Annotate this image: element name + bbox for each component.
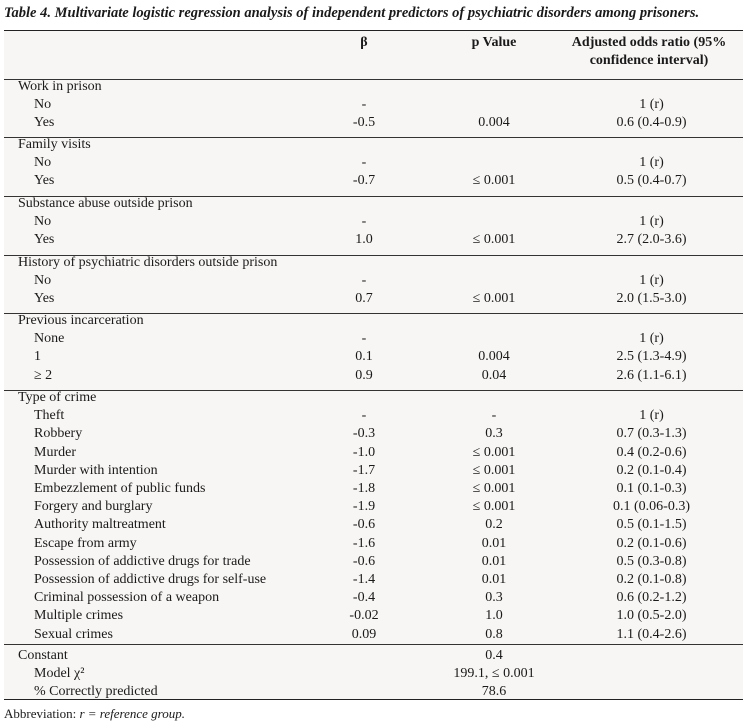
footnote-text: r = reference group.	[79, 706, 185, 721]
row-label: Authority maltreatment	[34, 517, 166, 533]
pct-value: 78.6	[481, 684, 507, 700]
row-label: Multiple crimes	[34, 608, 124, 624]
chi-label: Model χ²	[34, 666, 85, 682]
beta-cell: -0.3	[352, 426, 376, 442]
beta-cell: -1.0	[352, 444, 376, 460]
group-label: Substance abuse outside prison	[18, 196, 193, 211]
beta-cell: -	[361, 331, 367, 347]
p-value-cell: ≤ 0.001	[472, 499, 516, 515]
beta-cell: -	[361, 97, 367, 113]
beta-cell: 0.9	[355, 367, 373, 383]
odds-ratio-cell: 0.1 (0.06-0.3)	[613, 499, 690, 515]
row-label: Possession of addictive drugs for self-use	[34, 572, 267, 587]
row-label: Possession of addictive drugs for trade	[34, 553, 251, 569]
p-value-cell: 0.2	[485, 517, 503, 533]
row-label: Yes	[34, 173, 55, 189]
row-label: No	[34, 97, 52, 113]
row-label: No	[34, 273, 52, 289]
p-value-cell: 1.0	[485, 608, 503, 624]
beta-cell: 0.09	[351, 626, 377, 642]
p-value-cell: ≤ 0.001	[472, 481, 516, 496]
p-value-cell: 0.01	[481, 572, 507, 587]
beta-cell: -0.7	[352, 173, 376, 189]
p-value-cell: 0.01	[481, 535, 507, 551]
table-header	[4, 31, 743, 75]
beta-cell: -0.6	[352, 553, 376, 569]
beta-cell: -0.5	[352, 115, 376, 131]
row-label: Escape from army	[34, 535, 137, 551]
header-odds-ratio-line1: Adjusted odds ratio (95%	[571, 35, 727, 50]
pct-label: % Correctly predicted	[34, 684, 158, 700]
p-value-cell: ≤ 0.001	[472, 232, 516, 248]
p-value-cell: ≤ 0.001	[472, 462, 516, 478]
beta-cell: -0.6	[352, 517, 376, 533]
row-label: None	[34, 331, 65, 347]
row-label: ≥ 2	[34, 367, 53, 383]
footnote	[4, 706, 185, 722]
beta-cell: -	[361, 155, 367, 171]
group-label: Family visits	[18, 137, 91, 152]
row-label: Robbery	[34, 426, 83, 442]
p-value-cell: 0.3	[485, 426, 503, 442]
row-label: Yes	[34, 115, 55, 131]
odds-ratio-cell: 0.2 (0.1-0.8)	[616, 572, 687, 587]
odds-ratio-cell: 1 (r)	[639, 97, 664, 113]
odds-ratio-cell: 2.6 (1.1-6.1)	[616, 367, 687, 383]
header-beta: β	[360, 35, 368, 50]
header-odds-ratio-line2: confidence interval)	[589, 53, 709, 68]
p-value-cell: ≤ 0.001	[472, 173, 516, 189]
beta-cell: -	[361, 214, 367, 230]
p-value-cell: ≤ 0.001	[472, 291, 516, 307]
beta-cell: 1.0	[355, 232, 373, 248]
odds-ratio-cell: 1 (r)	[639, 155, 664, 171]
regression-table	[4, 30, 743, 700]
odds-ratio-cell: 2.7 (2.0-3.6)	[616, 232, 687, 248]
odds-ratio-cell: 0.7 (0.3-1.3)	[616, 426, 687, 442]
p-value-cell: 0.004	[478, 115, 510, 131]
row-label: Embezzlement of public funds	[34, 481, 206, 496]
group-label: History of psychiatric disorders outside prison	[18, 255, 278, 270]
p-value-cell: 0.004	[478, 349, 510, 365]
beta-cell: -	[361, 273, 367, 289]
chi-value: 199.1, ≤ 0.001	[453, 666, 535, 682]
group-label: Previous incarceration	[18, 313, 144, 328]
row-divider	[4, 79, 743, 80]
odds-ratio-cell: 1 (r)	[639, 408, 664, 424]
constant-value: 0.4	[485, 648, 503, 663]
odds-ratio-cell: 0.6 (0.2-1.2)	[616, 590, 687, 606]
row-label: No	[34, 155, 52, 171]
table-title: Table 4. Multivariate logistic regression analysis of independent predictors of psychiatric disorders among prisoners.	[4, 5, 700, 21]
odds-ratio-cell: 1.1 (0.4-2.6)	[616, 626, 687, 642]
beta-cell: -1.6	[352, 535, 376, 551]
beta-cell: -1.9	[352, 499, 376, 515]
p-value-cell: 0.01	[481, 553, 507, 569]
odds-ratio-cell: 0.5 (0.3-0.8)	[616, 553, 687, 569]
odds-ratio-cell: 1 (r)	[639, 331, 664, 347]
odds-ratio-cell: 1 (r)	[639, 214, 664, 230]
row-label: No	[34, 214, 52, 230]
odds-ratio-cell: 0.2 (0.1-0.6)	[616, 535, 687, 551]
p-value-cell: -	[491, 408, 497, 424]
footnote-prefix: Abbreviation:	[4, 706, 80, 721]
beta-cell: -1.4	[352, 572, 376, 587]
odds-ratio-cell: 0.5 (0.1-1.5)	[616, 517, 687, 533]
group-label: Type of crime	[18, 390, 97, 405]
header-p-value: p Value	[471, 35, 517, 50]
beta-cell: -	[361, 408, 367, 424]
row-label: Yes	[34, 232, 55, 248]
p-value-cell: 0.3	[485, 590, 503, 606]
beta-cell: 0.7	[355, 291, 373, 307]
odds-ratio-cell: 2.5 (1.3-4.9)	[616, 349, 687, 365]
row-label: Yes	[34, 291, 55, 307]
p-value-cell: ≤ 0.001	[472, 444, 516, 460]
beta-cell: 0.1	[355, 349, 373, 365]
row-divider	[4, 390, 743, 391]
odds-ratio-cell: 1 (r)	[639, 273, 664, 289]
beta-cell: -0.4	[352, 590, 376, 606]
row-label: Sexual crimes	[34, 626, 113, 642]
row-divider	[4, 644, 743, 645]
odds-ratio-cell: 0.6 (0.4-0.9)	[616, 115, 687, 131]
row-label: Murder with intention	[34, 462, 158, 478]
group-label: Work in prison	[18, 79, 102, 94]
row-label: Criminal possession of a weapon	[34, 590, 220, 606]
beta-cell: -1.7	[352, 462, 376, 478]
odds-ratio-cell: 0.2 (0.1-0.4)	[616, 462, 687, 478]
odds-ratio-cell: 0.4 (0.2-0.6)	[616, 444, 687, 460]
row-divider	[4, 137, 743, 138]
row-label: 1	[34, 349, 41, 365]
beta-cell: -0.02	[349, 608, 379, 624]
odds-ratio-cell: 0.5 (0.4-0.7)	[616, 173, 687, 189]
row-label: Forgery and burglary	[34, 499, 153, 515]
odds-ratio-cell: 2.0 (1.5-3.0)	[616, 291, 687, 307]
row-label: Murder	[34, 444, 76, 460]
odds-ratio-cell: 0.1 (0.1-0.3)	[616, 481, 687, 496]
beta-cell: -1.8	[352, 481, 376, 496]
odds-ratio-cell: 1.0 (0.5-2.0)	[616, 608, 687, 624]
constant-label: Constant	[18, 648, 68, 663]
row-label: Theft	[34, 408, 65, 424]
p-value-cell: 0.04	[481, 367, 507, 383]
p-value-cell: 0.8	[485, 626, 503, 642]
